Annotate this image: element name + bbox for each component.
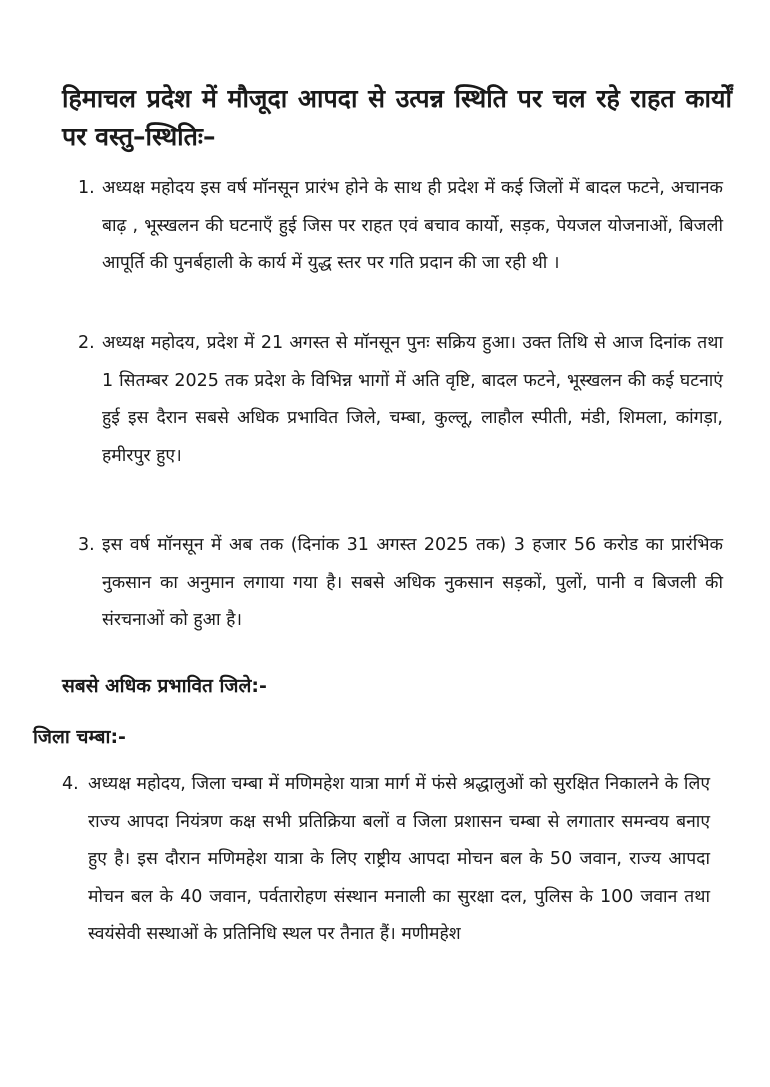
- item-number: 3.: [78, 535, 95, 555]
- list-item: [62, 766, 710, 954]
- list-item: [78, 170, 723, 283]
- item-number: 2.: [78, 333, 95, 353]
- item-text: अध्यक्ष महोदय, जिला चम्बा में मणिमहेश यात्रा मार्ग में फंसे श्रद्धालुओं को सुरक्षित निकालने के लिए राज्य आपदा नियंत्रण कक्ष सभी प्रतिक्रिया बलों व जिला प्रशासन चम्बा से लगातार समन्वय बनाए हुए है। इस दौरान मणिमहेश यात्रा के लिए राष्ट्रीय आपदा मोचन बल के 50 जवान, राज्य आपदा मोचन बल के 40 जवान, पर्वतारोहण संस्थान मनाली का सुरक्षा दल, पुलिस के 100 जवान तथा स्वयंसेवी सस्थाओं के प्रतिनिधि स्थल पर तैनात हैं। मणीमहेश: [88, 774, 710, 944]
- list-item: [78, 527, 723, 640]
- item-text: अध्यक्ष महोदय इस वर्ष मॉनसून प्रारंभ होने के साथ ही प्रदेश में कई जिलों में बादल फटने, अचानक बाढ़ , भूस्खलन की घटनाएँ हुई जिस पर राहत एवं बचाव कार्यो, सड़क, पेयजल योजनाओं, बिजली आपूर्ति की पुनर्बहाली के कार्य में युद्ध स्तर पर गति प्रदान की जा रही थी ।: [102, 178, 723, 273]
- section-heading: सबसे अधिक प्रभावित जिले:-: [62, 675, 267, 697]
- item-number: 1.: [78, 178, 95, 198]
- district-heading: जिला चम्बा:-: [33, 726, 126, 748]
- item-text: इस वर्ष मॉनसून में अब तक (दिनांक 31 अगस्त 2025 तक) 3 हजार 56 करोड का प्रारंभिक नुकसान का अनुमान लगाया गया है। सबसे अधिक नुकसान सड़कों, पुलों, पानी व बिजली की संरचनाओं को हुआ है।: [102, 535, 723, 630]
- document-title: हिमाचल प्रदेश में मौजूदा आपदा से उत्पन्न स्थिति पर चल रहे राहत कार्यों पर वस्तु–स्थितिः–: [62, 84, 732, 151]
- item-text: अध्यक्ष महोदय, प्रदेश में 21 अगस्त से मॉनसून पुनः सक्रिय हुआ। उक्त तिथि से आज दिनांक तथा 1 सितम्बर 2025 तक प्रदेश के विभिन्न भागों में अति वृष्टि, बादल फटने, भूस्खलन की कई घटनाएं हुई इस दैरान सबसे अधिक प्रभावित जिले, चम्बा, कुल्लू, लाहौल स्पीती, मंडी, शिमला, कांगड़ा, हमीरपुर हुए।: [102, 333, 723, 466]
- item-number: 4.: [62, 774, 79, 794]
- list-item: [78, 325, 723, 475]
